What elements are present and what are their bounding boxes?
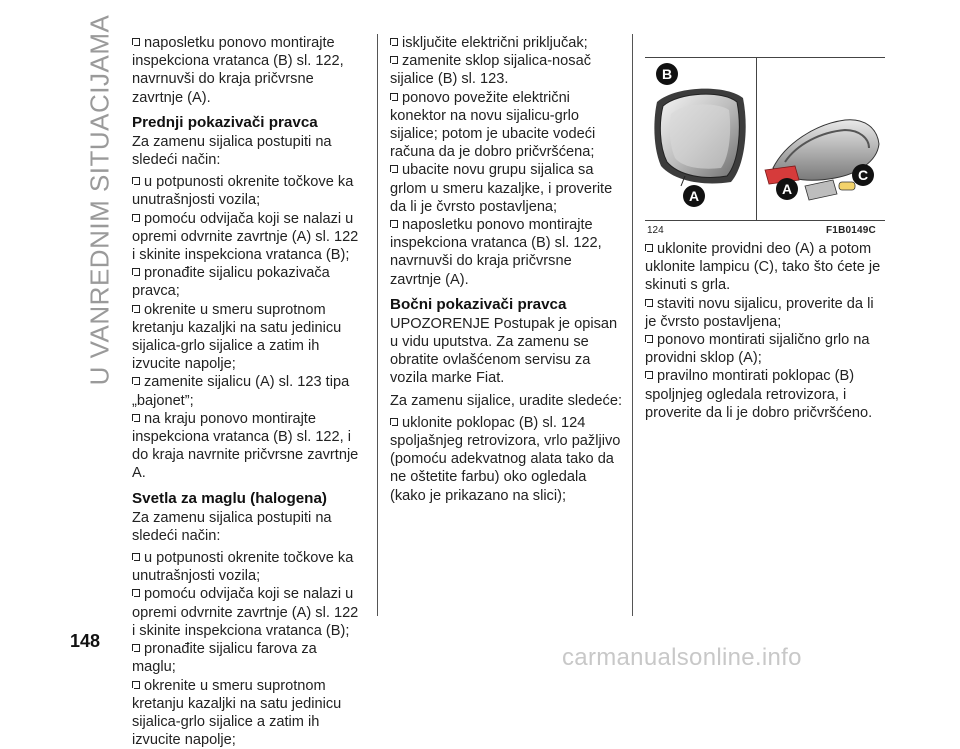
list-item: isključite električni priključak; [390,34,625,52]
bullet-icon [132,644,140,652]
list-item: naposletku ponovo montirajte inspekciona vratanca (B) sl. 122, navrnuvši do kraja pričvrsne zavrtnje (A). [390,216,625,289]
bullet-icon [132,268,140,276]
list-item: ponovo povežite električni konektor na novu sijalicu-grlo sijalice; potom je ubacite vodeći računa da je dobro pričvršćena; [390,89,625,162]
list-item: pomoću odvijača koji se nalazi u opremi odvrnite zavrtnje (A) sl. 122 i skinite inspekciona vratanca (B); [132,210,364,265]
list-item: na kraju ponovo montirajte inspekciona vratanca (B) sl. 122, i do kraja navrnite pričvrsne zavrtnje A. [132,410,364,483]
bullet-icon [132,553,140,561]
bullet-icon [132,414,140,422]
side-section-title [82,60,118,340]
list-item: pomoću odvijača koji se nalazi u opremi odvrnite zavrtnje (A) sl. 122 i skinite inspekciona vratanca (B); [132,585,364,640]
callout-a-right [776,178,798,200]
bullet-icon [645,299,653,307]
column-divider [377,34,378,616]
bullet-icon [390,165,398,173]
figure-number: 124 [647,225,664,236]
bullet-icon [132,38,140,46]
list-item: okrenite u smeru suprotnom kretanju kazaljki na satu jedinicu sijalica-grlo sijalice a zatim ih izvucite napolje; [132,677,364,749]
bullet-icon [390,38,398,46]
warning-text: UPOZORENJE Postupak je opisan u vidu uputstva. Za zamenu se obratite ovlašćenom servisu za vozila marke Fiat. [390,315,625,388]
list-item: zamenite sijalicu (A) sl. 123 tipa „bajonet”; [132,373,364,409]
bullet-icon [132,305,140,313]
figure-panel-divider [756,58,757,220]
list-item: ubacite novu grupu sijalica sa grlom u smeru kazaljke, i proverite da li je čvrsto postavljena; [390,161,625,216]
svg-text:A: A [689,188,699,204]
paragraph: Za zamenu sijalica postupiti na sledeći način: [132,509,364,545]
bullet-icon [390,418,398,426]
bullet-icon [645,244,653,252]
bullet-icon [390,93,398,101]
list-item: ponovo montirati sijalično grlo na providni sklop (A); [645,331,885,367]
list-item: u potpunosti okrenite točkove ka unutrašnjosti vozila; [132,173,364,209]
side-section-title-text: U VANREDNIM SITUACIJAMA [85,15,116,386]
bullet-icon [132,377,140,385]
bullet-icon [390,56,398,64]
list-item: zamenite sklop sijalica-nosač sijalice (B) sl. 123. [390,52,625,88]
bullet-icon [132,214,140,222]
watermark: carmanualsonline.info [562,644,802,672]
list-item: pravilno montirati poklopac (B) spoljnjeg ogledala retrovizora, i proverite da li je dobro pričvršćeno. [645,367,885,422]
callout-c [852,164,874,186]
bullet-icon [645,371,653,379]
column-divider [632,34,633,616]
bullet-icon [390,220,398,228]
svg-text:B: B [662,66,672,82]
bullet-icon [132,589,140,597]
figure-mirror-indicator [645,57,885,221]
page-number: 148 [70,631,100,652]
section-heading-front-indicators: Prednji pokazivači pravca [132,113,364,132]
svg-text:A: A [782,181,792,197]
bullet-icon [132,177,140,185]
list-item: uklonite providni deo (A) a potom uklonite lampicu (C), tako što ćete je skinuti s grla. [645,240,885,295]
section-heading-fog-lights: Svetla za maglu (halogena) [132,489,364,508]
list-item: naposletku ponovo montirajte inspekciona vratanca (B) sl. 122, navrnuvši do kraja pričvrsne zavrtnje (A). [132,34,364,107]
bullet-icon [132,681,140,689]
bullet-icon [645,335,653,343]
text-column-2 [390,34,625,505]
paragraph: Za zamenu sijalice, uradite sledeće: [390,392,625,410]
text-column-1 [132,34,364,749]
paragraph: Za zamenu sijalica postupiti na sledeći način: [132,133,364,169]
mirror-drawing [654,89,745,186]
text-column-3 [645,240,885,422]
list-item: uklonite poklopac (B) sl. 124 spoljašnjeg retrovizora, vrlo pažljivo (pomoću adekvatnog alata tako da ne oštetite farbu) oko ogledala (kako je prikazano na slici); [390,414,625,505]
callout-a-left [683,185,705,207]
list-item: okrenite u smeru suprotnom kretanju kazaljki na satu jedinicu sijalica-grlo sijalice a zatim ih izvucite napolje; [132,301,364,374]
list-item: staviti novu sijalicu, proverite da li je čvrsto postavljena; [645,295,885,331]
svg-text:C: C [858,167,868,183]
figure-illustration [645,58,885,220]
list-item: pronađite sijalicu pokazivača pravca; [132,264,364,300]
callout-b [656,63,678,85]
list-item: u potpunosti okrenite točkove ka unutrašnjosti vozila; [132,549,364,585]
figure-code: F1B0149C [826,225,876,236]
list-item: pronađite sijalicu farova za maglu; [132,640,364,676]
section-heading-side-indicators: Bočni pokazivači pravca [390,295,625,314]
